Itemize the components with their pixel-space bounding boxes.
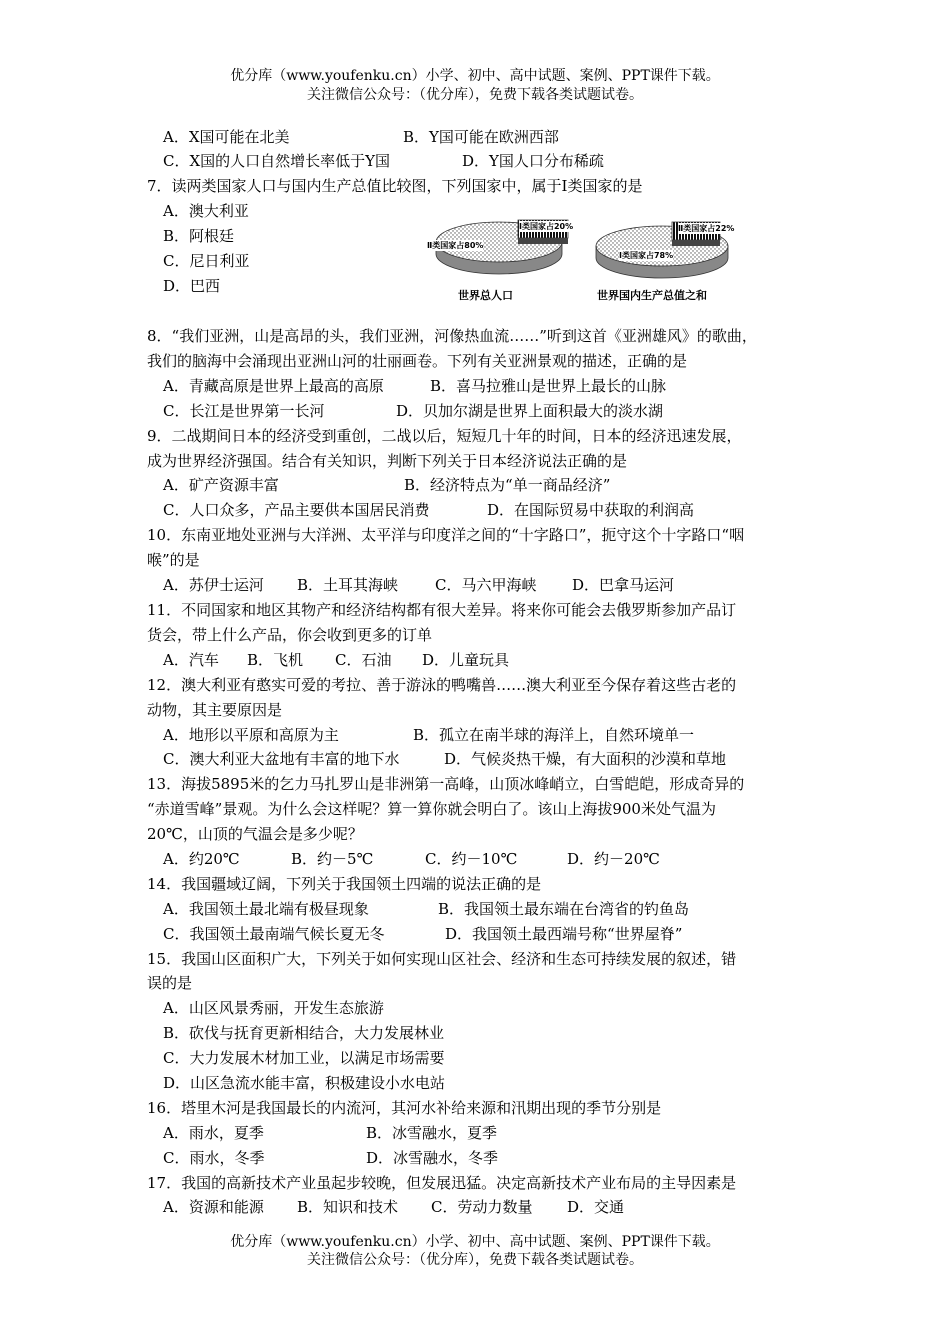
- q9-stem-1: 9．二战期间日本的经济受到重创，二战以后，短短几十年的时间，日本的经济迅速发展，: [147, 427, 742, 445]
- q15-stem-1: 15．我国山区面积广大，下列关于如何实现山区社会、经济和生态可持续发展的叙述，错: [147, 950, 737, 968]
- q8-option-c: C．长江是世界第一长河: [163, 402, 325, 420]
- pie2-label-ii: Ⅱ类国家占22%: [678, 224, 735, 233]
- pie2-label-i: Ⅰ类国家占78%: [619, 251, 674, 260]
- q10-option-d: D．巴拿马运河: [572, 576, 675, 594]
- pie1-title: 世界总人口: [458, 289, 513, 302]
- q12-option-b: B．孤立在南半球的海洋上，自然环境单一: [413, 726, 695, 744]
- q17-stem: 17．我国的高新技术产业虽起步较晚，但发展迅猛。决定高新技术产业布局的主导因素是: [147, 1174, 737, 1192]
- q10-option-a: A．苏伊士运河: [163, 576, 264, 594]
- q17-option-d: D．交通: [567, 1198, 625, 1216]
- q13-option-c: C．约－10℃: [425, 850, 518, 868]
- q10-stem-2: 喉”的是: [147, 551, 200, 569]
- header-line-2: 关注微信公众号：（优分库），免费下载各类试题试卷。: [307, 87, 643, 103]
- q8-stem-2: 我们的脑海中会涌现出亚洲山河的壮丽画卷。下列有关亚洲景观的描述，正确的是: [147, 352, 688, 370]
- q13-option-a: A．约20℃: [163, 850, 240, 868]
- q6-option-d: D．Y国人口分布稀疏: [462, 152, 604, 170]
- q17-option-c: C．劳动力数量: [431, 1198, 533, 1216]
- pie1-label-ii: Ⅱ类国家占80%: [427, 241, 484, 250]
- q11-option-a: A．汽车: [163, 651, 219, 669]
- q12-stem-1: 12．澳大利亚有憨实可爱的考拉、善于游泳的鸭嘴兽……澳大利亚至今保存着这些古老的: [147, 676, 737, 694]
- q9-option-b: B．经济特点为“单一商品经济”: [404, 476, 611, 494]
- q14-option-a: A．我国领土最北端有极昼现象: [163, 900, 369, 918]
- q12-option-c: C．澳大利亚大盆地有丰富的地下水: [163, 750, 400, 768]
- footer-line-1: 优分库（www.youfenku.cn）小学、初中、高中试题、案例、PPT课件下载。: [230, 1234, 720, 1250]
- q13-stem-1: 13．海拔5895米的乞力马扎罗山是非洲第一高峰，山顶冰峰峭立，白雪皑皑，形成奇异的: [147, 775, 745, 793]
- header-line-1: 优分库（www.youfenku.cn）小学、初中、高中试题、案例、PPT课件下载。: [230, 68, 720, 84]
- q11-option-c: C．石油: [335, 651, 392, 669]
- q8-option-b: B．喜马拉雅山是世界上最长的山脉: [430, 377, 667, 395]
- q13-option-d: D．约－20℃: [567, 850, 660, 868]
- q8-stem-1: 8．“我们亚洲，山是高昂的头，我们亚洲，河像热血流……”听到这首《亚洲雄风》的歌曲，: [147, 327, 757, 345]
- q11-option-b: B．飞机: [247, 651, 304, 669]
- q13-stem-3: 20℃，山顶的气温会是多少呢？: [147, 825, 363, 843]
- pie2-slice-ii-side: [672, 240, 720, 246]
- q7-option-c: C．尼日利亚: [163, 252, 250, 270]
- q13-option-b: B．约－5℃: [291, 850, 374, 868]
- q15-option-a: A．山区风景秀丽，开发生态旅游: [163, 999, 384, 1017]
- q12-stem-2: 动物，其主要原因是: [147, 701, 283, 719]
- pie1-label-i: Ⅰ类国家占20%: [519, 222, 574, 231]
- q7-option-b: B．阿根廷: [163, 227, 235, 245]
- q15-option-b: B．砍伐与抚育更新相结合，大力发展林业: [163, 1024, 445, 1042]
- q6-option-a: A．X国可能在北美: [163, 128, 290, 146]
- q14-option-b: B．我国领土最东端在台湾省的钓鱼岛: [438, 900, 690, 918]
- q15-stem-2: 误的是: [147, 974, 193, 992]
- q14-option-c: C．我国领土最南端气候长夏无冬: [163, 925, 385, 943]
- q16-stem: 16．塔里木河是我国最长的内流河，其河水补给来源和汛期出现的季节分别是: [147, 1099, 662, 1117]
- q6-option-c: C．X国的人口自然增长率低于Y国: [163, 152, 391, 170]
- q9-option-d: D．在国际贸易中获取的利润高: [487, 501, 695, 519]
- q14-stem: 14．我国疆域辽阔，下列关于我国领土四端的说法正确的是: [147, 875, 542, 893]
- q12-option-a: A．地形以平原和高原为主: [163, 726, 339, 744]
- q8-option-d: D．贝加尔湖是世界上面积最大的淡水湖: [396, 402, 664, 420]
- q13-stem-2: “赤道雪峰”景观。为什么会这样呢？算一算你就会明白了。该山上海拔900米处气温为: [147, 800, 716, 818]
- q17-option-b: B．知识和技术: [297, 1198, 399, 1216]
- pie2-title: 世界国内生产总值之和: [597, 289, 707, 302]
- q17-option-a: A．资源和能源: [163, 1198, 264, 1216]
- q16-option-d: D．冰雪融水，冬季: [366, 1149, 499, 1167]
- q6-option-b: B．Y国可能在欧洲西部: [403, 128, 559, 146]
- footer-line-2: 关注微信公众号：（优分库），免费下载各类试题试卷。: [307, 1252, 643, 1268]
- q15-option-c: C．大力发展木材加工业，以满足市场需要: [163, 1049, 445, 1067]
- pie1-slice-i-side: [518, 238, 568, 244]
- q10-option-b: B．土耳其海峡: [297, 576, 399, 594]
- q9-stem-2: 成为世界经济强国。结合有关知识，判断下列关于日本经济说法正确的是: [147, 452, 628, 470]
- q16-option-c: C．雨水，冬季: [163, 1149, 265, 1167]
- q15-option-d: D．山区急流水能丰富，积极建设小水电站: [163, 1074, 446, 1092]
- q16-option-a: A．雨水，夏季: [163, 1124, 264, 1142]
- q9-option-a: A．矿产资源丰富: [163, 476, 279, 494]
- q11-option-d: D．儿童玩具: [422, 651, 510, 669]
- q7-option-a: A．澳大利亚: [163, 202, 249, 220]
- q7-option-d: D．巴西: [163, 277, 221, 295]
- q8-option-a: A．青藏高原是世界上最高的高原: [163, 377, 384, 395]
- q9-option-c: C．人口众多，产品主要供本国居民消费: [163, 501, 430, 519]
- q7-stem: 7．读两类国家人口与国内生产总值比较图，下列国家中，属于Ⅰ类国家的是: [147, 177, 643, 195]
- q16-option-b: B．冰雪融水，夏季: [366, 1124, 498, 1142]
- q12-option-d: D．气候炎热干燥，有大面积的沙漠和草地: [444, 750, 727, 768]
- q10-stem-1: 10．东南亚地处亚洲与大洋洲、太平洋与印度洋之间的“十字路口”，扼守这个十字路口“咽: [147, 526, 745, 544]
- q10-option-c: C．马六甲海峡: [435, 576, 537, 594]
- q14-option-d: D．我国领土最西端号称“世界屋脊”: [445, 925, 683, 943]
- q11-stem-2: 货会，带上什么产品，你会收到更多的订单: [147, 626, 433, 644]
- q11-stem-1: 11．不同国家和地区其物产和经济结构都有很大差异。将来你可能会去俄罗斯参加产品订: [147, 601, 737, 619]
